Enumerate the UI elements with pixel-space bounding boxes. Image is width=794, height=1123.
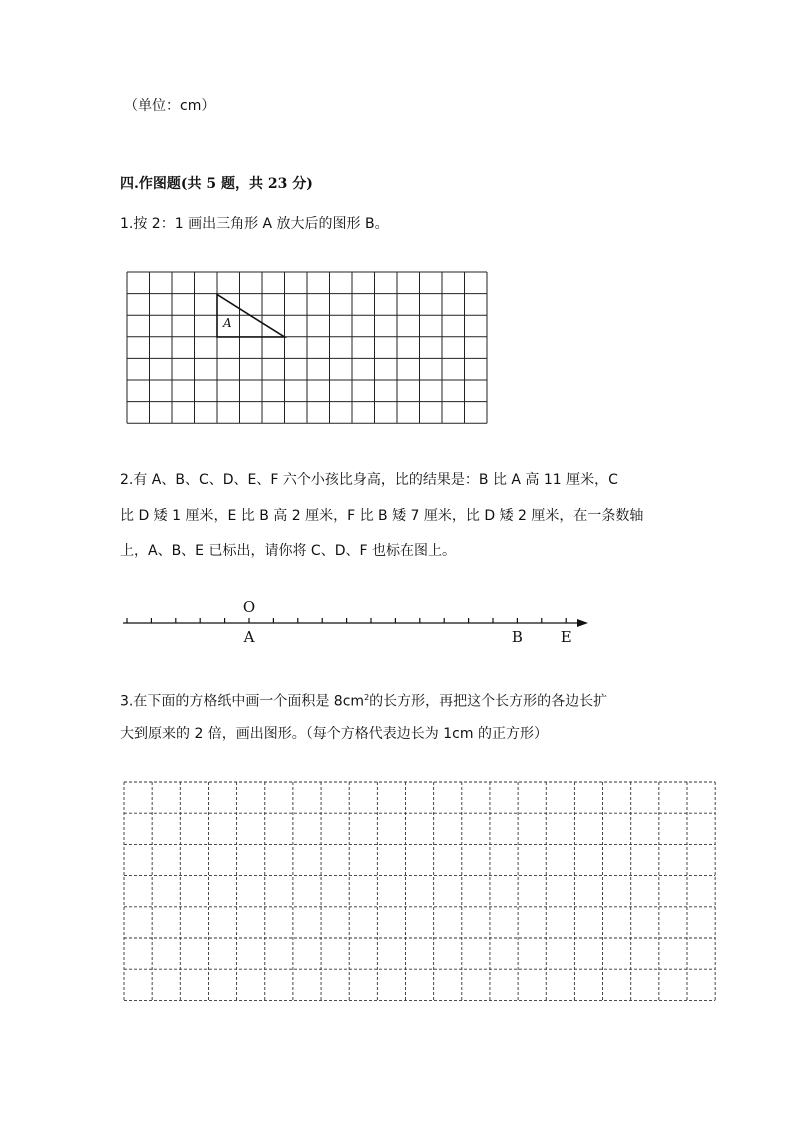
question-1-grid[interactable] bbox=[127, 272, 489, 424]
number-line[interactable] bbox=[118, 596, 598, 652]
question-2-line-1: 2.有 A、B、C、D、E、F 六个小孩比身高，比的结果是：B 比 A 高 11 厘米，C bbox=[120, 472, 618, 488]
question-3-grid[interactable] bbox=[124, 782, 717, 1002]
question-1-text: 1.按 2：1 画出三角形 A 放大后的图形 B。 bbox=[120, 216, 389, 232]
question-3-line-1 bbox=[120, 688, 607, 712]
number-line-arrow-icon bbox=[577, 619, 588, 627]
number-line-point-b: B bbox=[511, 628, 523, 646]
square-superscript: 2 bbox=[364, 693, 370, 702]
question-3-line-2: 大到原来的 2 倍，画出图形。（每个方格代表边长为 1cm 的正方形） bbox=[120, 726, 548, 742]
triangle-a-label: A bbox=[223, 316, 232, 330]
unit-note: （单位：cm） bbox=[124, 98, 216, 114]
number-line-point-e: E bbox=[560, 628, 572, 646]
question-3-line-1-post: 的长方形，再把这个长方形的各边长扩 bbox=[369, 693, 608, 710]
number-line-point-a: A bbox=[243, 628, 255, 646]
origin-label: O bbox=[242, 598, 256, 616]
question-3-line-1-pre: 3.在下面的方格纸中画一个面积是 8cm bbox=[120, 693, 365, 710]
question-2-line-2: 比 D 矮 1 厘米，E 比 B 高 2 厘米，F 比 B 矮 7 厘米，比 D 矮 2 厘米，在一条数轴 bbox=[120, 508, 644, 524]
question-2-line-3: 上，A、B、E 已标出，请你将 C、D、F 也标在图上。 bbox=[120, 543, 456, 559]
section-title: 四.作图题(共 5 题，共 23 分) bbox=[120, 176, 313, 192]
